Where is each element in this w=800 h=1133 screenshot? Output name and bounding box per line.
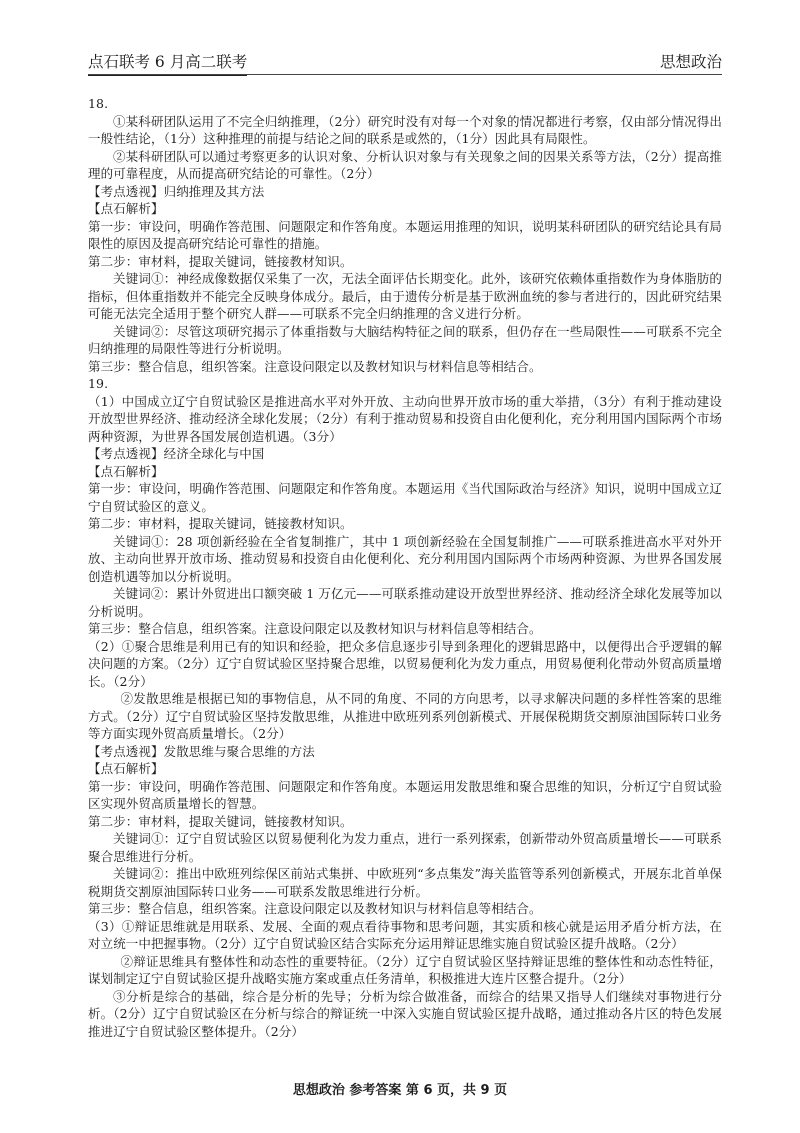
- page-footer: 思想政治 参考答案 第 6 页，共 9 页: [292, 1083, 508, 1098]
- text-paragraph: 19.: [88, 376, 109, 391]
- text-paragraph: 关键词②：推出中欧班列综保区前站式集拼、中欧班列“多点集发”海关监管等系列创新模式，开展东北首单保税期货交割原油国际转口业务——可联系发散思维进行分析。: [88, 866, 722, 899]
- text-paragraph: 关键词①：神经成像数据仅采集了一次，无法全面评估长期变化。此外，该研究依赖体重指数作为身体脂肪的指标，但体重指数并不能完全反映身体成分。最后，由于遗传分析是基于欧洲血统的参与者进行的，因此研究结果可能无法完全适用于整个研究人群——可联系不完全归纳推理的含义进行分析。: [88, 271, 722, 321]
- text-paragraph: （3）①辩证思维就是用联系、发展、全面的观点看待事物和思考问题，其实质和核心就是运用矛盾分析方法，在对立统一中把握事物。（2分）辽宁自贸试验区结合实际充分运用辩证思维实施自贸试验区提升战略。（2分）: [88, 918, 722, 951]
- text-paragraph: 【考点透视】经济全球化与中国: [88, 446, 265, 461]
- text-paragraph: 关键词②：尽管这项研究揭示了体重指数与大脑结构特征之间的联系，但仍存在一些局限性——可联系不完全归纳推理的局限性等进行分析说明。: [88, 323, 722, 356]
- text-paragraph: ②辩证思维具有整体性和动态性的重要特征。（2分）辽宁自贸试验区坚持辩证思维的整体性和动态性特征，谋划制定辽宁自贸试验区提升战略实施方案或重点任务清单，积极推进大连片区整合提升。（2分）: [88, 953, 722, 986]
- subject-name: 思想政治: [659, 53, 722, 71]
- text-paragraph: 关键词①：28 项创新经验在全省复制推广，其中 1 项创新经验在全国复制推广——可联系推进高水平对外开放、主动向世界开放市场、推动贸易和投资自由化便利化、充分利用国内国际两个市场两种资源、为世界各国发展创造机遇等加以分析说明。: [88, 533, 722, 584]
- text-paragraph: 第二步：审材料，提取关键词，链接教材知识。: [88, 813, 353, 829]
- text-paragraph: 第一步：审设问，明确作答范围、问题限定和作答角度。本题运用推理的知识，说明某科研团队的研究结论具有局限性的原因及提高研究结论可靠性的措施。: [88, 218, 722, 251]
- text-paragraph: 第三步：整合信息，组织答案。注意设问限定以及教材知识与材料信息等相结合。: [88, 901, 542, 916]
- text-paragraph: ①某科研团队运用了不完全归纳推理，（2分）研究时没有对每一个对象的情况都进行考察，仅由部分情况得出一般性结论，（1分）这种推理的前提与结论之间的联系是或然的，（1分）因此具有局限性。: [88, 113, 722, 146]
- text-paragraph: 关键词①：辽宁自贸试验区以贸易便利化为发力重点，进行一系列探索，创新带动外贸高质量增长——可联系聚合思维进行分析。: [88, 831, 722, 864]
- text-paragraph: 第二步：审材料，提取关键词，链接教材知识。: [88, 253, 353, 269]
- text-paragraph: 【点石解析】: [88, 463, 164, 479]
- page-header: [88, 50, 722, 75]
- text-paragraph: ③分析是综合的基础，综合是分析的先导；分析为综合做准备，而综合的结果又指导人们继续对事物进行分析。（2分）辽宁自贸试验区在分析与综合的辩证统一中深入实施自贸试验区提升战略，通过推动各片区的特色发展推进辽宁自贸试验区整体提升。（2分）: [88, 988, 722, 1039]
- text-paragraph: ②某科研团队可以通过考察更多的认识对象、分析认识对象与有关现象之间的因果关系等方法，（2分）提高推理的可靠程度，从而提高研究结论的可靠性。（2分）: [88, 148, 722, 181]
- text-paragraph: 【点石解析】: [88, 761, 164, 776]
- text-paragraph: 第二步：审材料，提取关键词，链接教材知识。: [88, 516, 353, 531]
- text-paragraph: （1）中国成立辽宁自贸试验区是推进高水平对外开放、主动向世界开放市场的重大举措，（3分）有利于推动建设开放型世界经济、推动经济全球化发展；（2分）有利于推动贸易和投资自由化便利化，充分利用国内国际两个市场两种资源，为世界各国发展创造机遇。（3分）: [88, 393, 722, 444]
- answer-content: [88, 95, 722, 1040]
- text-paragraph: 18.: [88, 96, 109, 111]
- text-paragraph: （2）①聚合思维是利用已有的知识和经验，把众多信息逐步引导到条理化的逻辑思路中，以便得出合乎逻辑的解决问题的方案。（2分）辽宁自贸试验区坚持聚合思维，以贸易便利化为发力重点，用贸易便利化带动外贸高质量增长。（2分）: [88, 638, 722, 689]
- text-paragraph: 第一步：审设问，明确作答范围、问题限定和作答角度。本题运用《当代国际政治与经济》知识，说明中国成立辽宁自贸试验区的意义。: [88, 481, 722, 514]
- text-paragraph: 第三步：整合信息，组织答案。注意设问限定以及教材知识与材料信息等相结合。: [88, 621, 542, 636]
- exam-title: 点石联考 6 月高二联考: [88, 50, 247, 72]
- text-paragraph: 【考点透视】归纳推理及其方法: [88, 183, 265, 199]
- text-paragraph: 【考点透视】发散思维与聚合思维的方法: [88, 743, 315, 759]
- text-paragraph: 关键词②：累计外贸进出口额突破 1 万亿元——可联系推动建设开放型世界经济、推动经济全球化发展等加以分析说明。: [88, 586, 722, 619]
- text-paragraph: 第三步：整合信息，组织答案。注意设问限定以及教材知识与材料信息等相结合。: [88, 358, 542, 374]
- text-paragraph: 【点石解析】: [88, 201, 164, 216]
- text-paragraph: 第一步：审设问，明确作答范围、问题限定和作答角度。本题运用发散思维和聚合思维的知识，分析辽宁自贸试验区实现外贸高质量增长的智慧。: [88, 778, 722, 811]
- text-paragraph: ②发散思维是根据已知的事物信息，从不同的角度、不同的方向思考，以寻求解决问题的多样性答案的思维方式。（2分）辽宁自贸试验区坚持发散思维，从推进中欧班列系列创新模式、开展保税期货交割原油国际转口业务等方面实现外贸高质量增长。（2分）: [88, 691, 722, 741]
